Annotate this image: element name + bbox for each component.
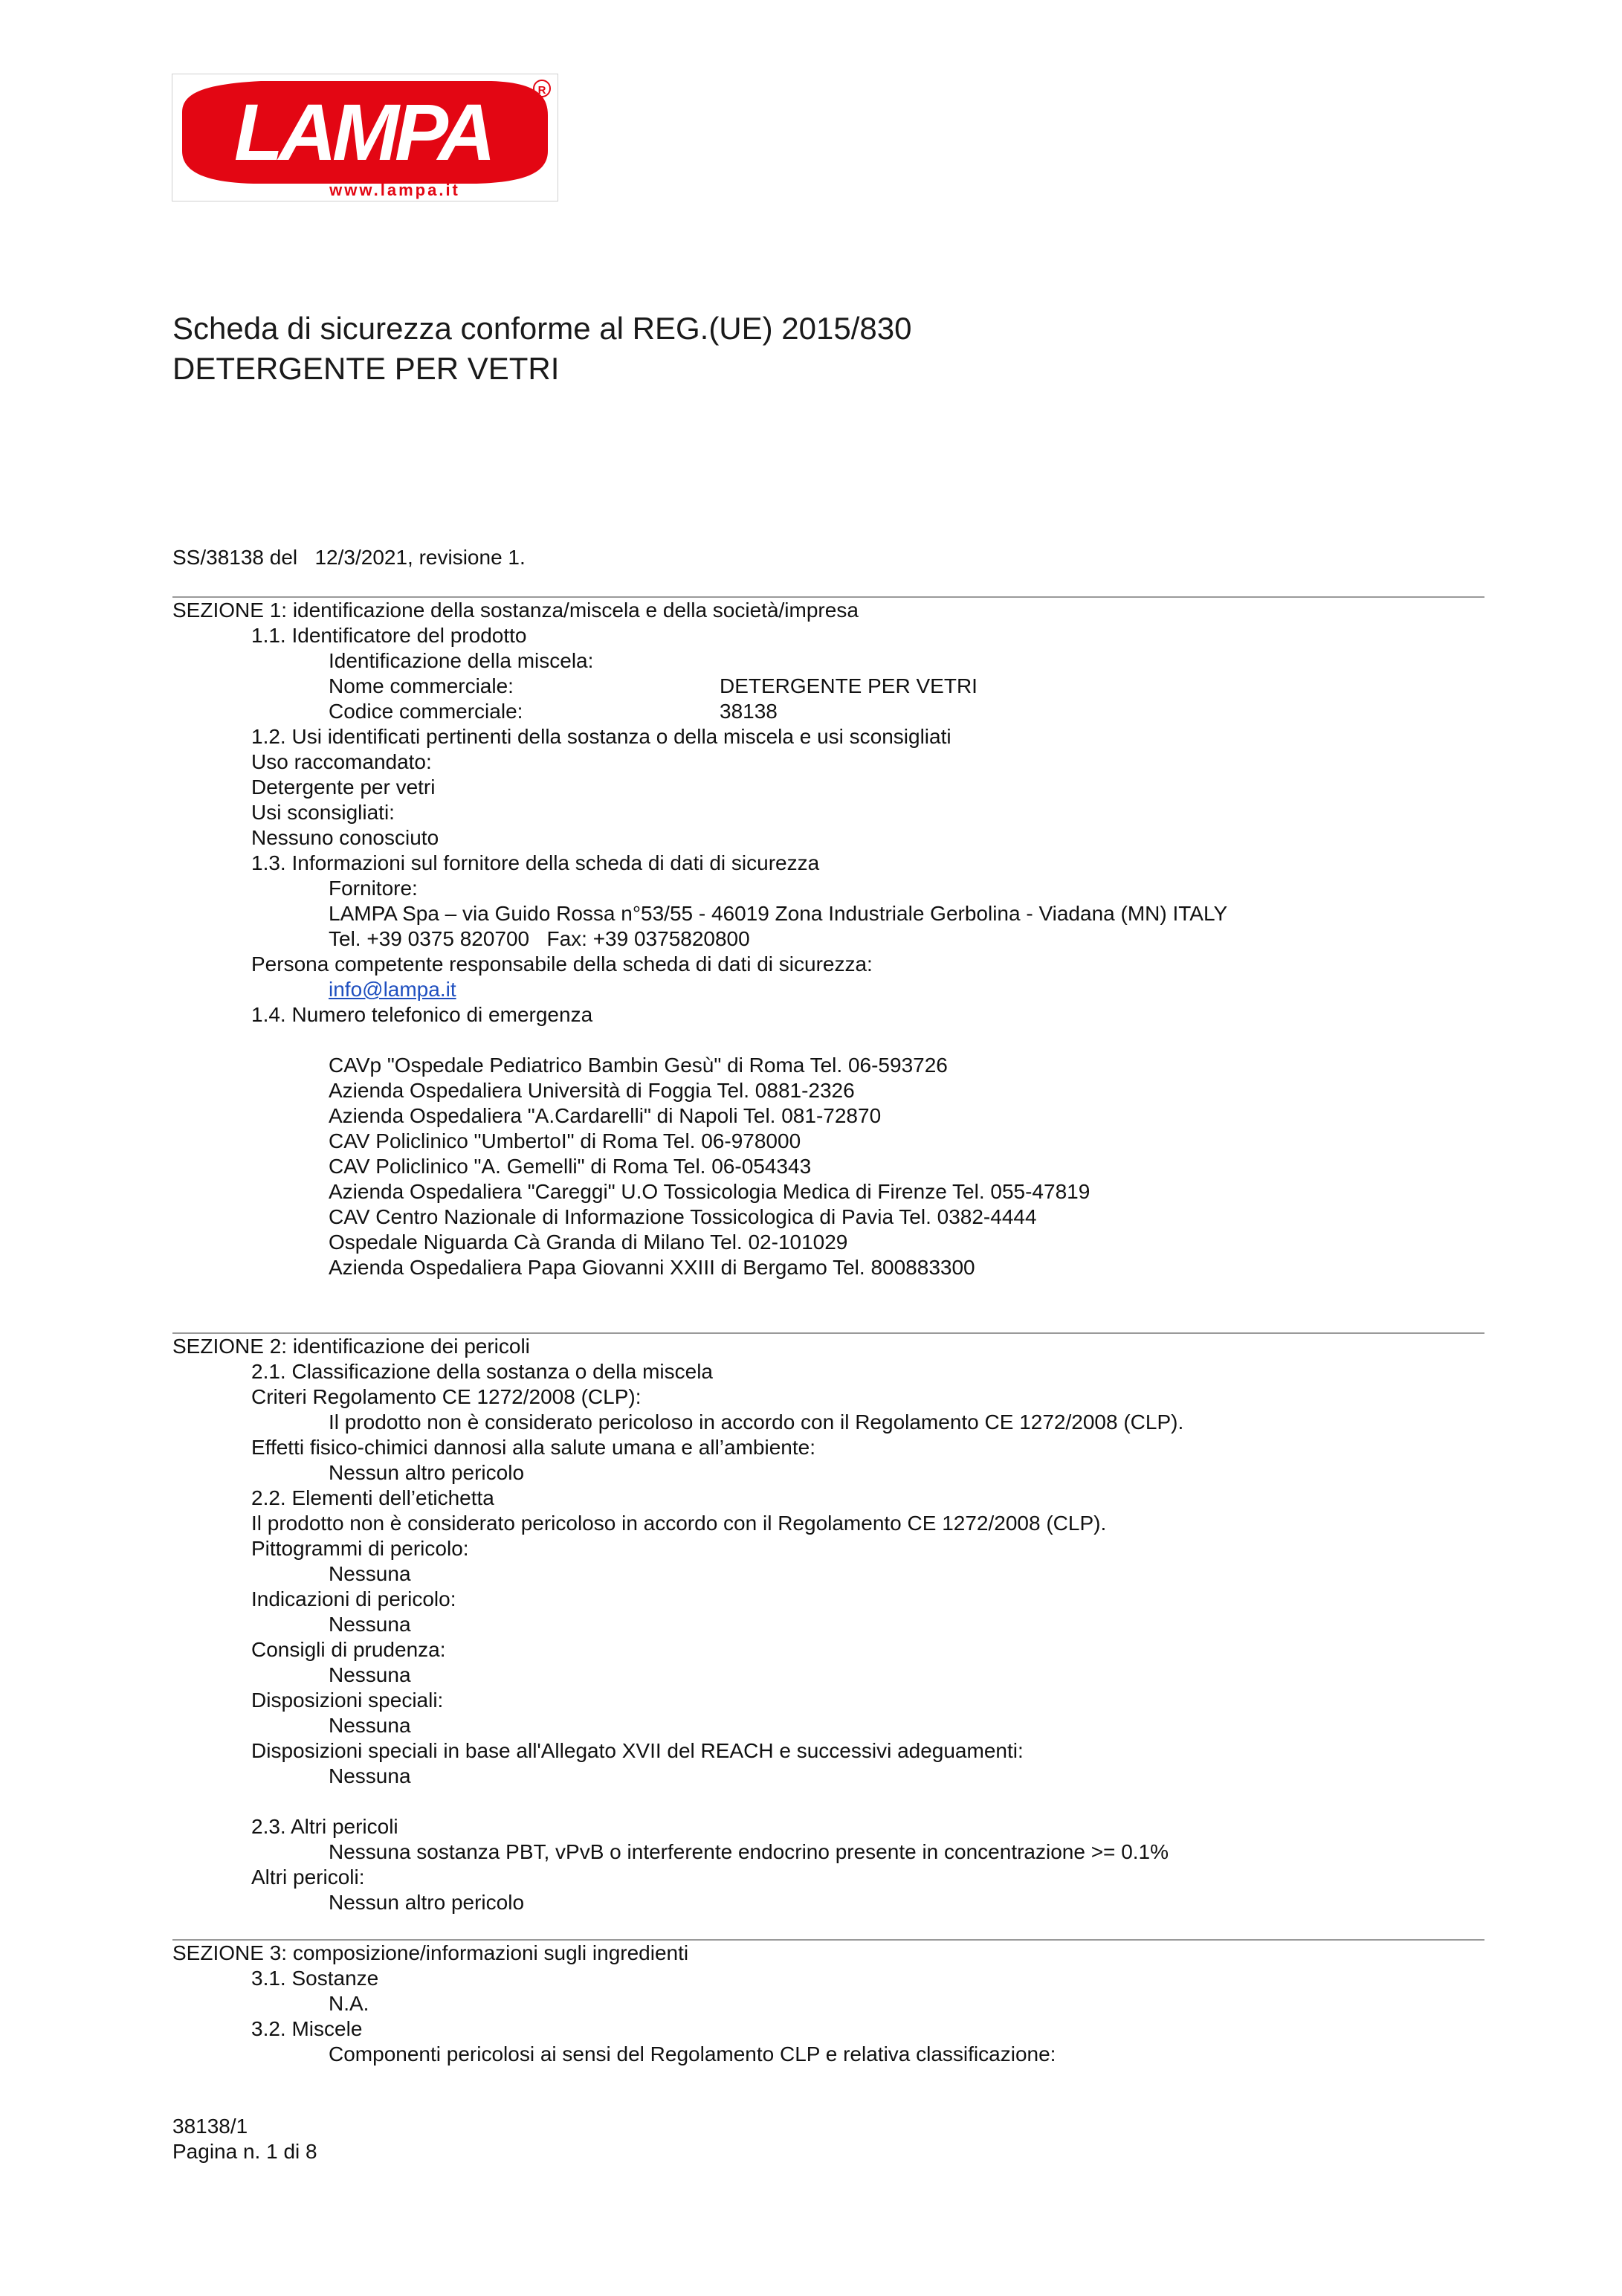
special-provisions-label: Disposizioni speciali: xyxy=(251,1689,444,1712)
clp-criteria-value: Il prodotto non è considerato pericoloso in accordo con il Regolamento CE 1272/2008 (CLP). xyxy=(329,1410,1184,1434)
other-hazards-value: Nessun altro pericolo xyxy=(329,1891,525,1914)
pbt-statement: Nessuna sostanza PBT, vPvB o interferente endocrino presente in concentrazione >= 0.1% xyxy=(329,1840,1169,1863)
precautionary-value: Nessuna xyxy=(329,1663,411,1686)
effects-value: Nessun altro pericolo xyxy=(329,1461,525,1484)
title-line-1: Scheda di sicurezza conforme al REG.(UE) 2015/830 xyxy=(172,311,912,346)
section-2 xyxy=(172,1332,1484,1939)
emergency-contact: Ospedale Niguarda Cà Granda di Milano Tel. 02-101029 xyxy=(329,1231,848,1254)
emergency-contact: Azienda Ospedaliera "Careggi" U.O Tossicologia Medica di Firenze Tel. 055-47819 xyxy=(329,1180,1091,1203)
section-1-heading: SEZIONE 1: identificazione della sostanza/miscela e della società/impresa xyxy=(172,599,859,622)
section-1 xyxy=(172,596,1484,1332)
contact-email-row xyxy=(172,977,1484,1002)
contact-email-link[interactable]: info@lampa.it xyxy=(329,978,456,1001)
subsection-2-1: 2.1. Classificazione della sostanza o della miscela xyxy=(251,1360,713,1383)
discouraged-use-value: Nessuno conosciuto xyxy=(251,826,439,849)
label-not-dangerous: Il prodotto non è considerato pericoloso in accordo con il Regolamento CE 1272/2008 (CLP). xyxy=(251,1512,1107,1535)
logo-website: www.lampa.it xyxy=(329,181,460,199)
emergency-contact: CAV Policlinico "UmbertoI" di Roma Tel. 06-978000 xyxy=(329,1129,801,1152)
clp-criteria-label: Criteri Regolamento CE 1272/2008 (CLP): xyxy=(251,1385,642,1408)
emergency-contact: Azienda Ospedaliera "A.Cardarelli" di Napoli Tel. 081-72870 xyxy=(329,1104,882,1127)
mixture-identification: Identificazione della miscela: xyxy=(329,649,594,672)
supplier-address: LAMPA Spa – via Guido Rossa n°53/55 - 46019 Zona Industriale Gerbolina - Viadana (MN) ITALY xyxy=(329,902,1228,925)
subsection-1-1: 1.1. Identificatore del prodotto xyxy=(251,624,527,647)
hazard-statements-value: Nessuna xyxy=(329,1613,411,1636)
spacer xyxy=(172,1028,1484,1053)
discouraged-use-label: Usi sconsigliati: xyxy=(251,801,395,824)
subsection-2-3: 2.3. Altri pericoli xyxy=(251,1815,398,1838)
subsection-3-2: 3.2. Miscele xyxy=(251,2017,363,2040)
pictograms-value: Nessuna xyxy=(329,1562,411,1585)
document-id: SS/38138 del 12/3/2021, revisione 1. xyxy=(172,546,526,569)
subsection-1-2: 1.2. Usi identificati pertinenti della sostanza o della miscela e usi sconsigliati xyxy=(251,725,951,748)
hazard-statements-label: Indicazioni di pericolo: xyxy=(251,1587,456,1610)
substances-value: N.A. xyxy=(329,1992,369,2015)
trade-name-row xyxy=(172,674,1484,699)
emergency-contact: Azienda Ospedaliera Università di Foggia Tel. 0881-2326 xyxy=(329,1079,855,1102)
footer-doc-code: 38138/1 xyxy=(172,2115,248,2138)
page-number: Pagina n. 1 di 8 xyxy=(172,2140,317,2163)
hazardous-components-label: Componenti pericolosi ai sensi del Regolamento CLP e relativa classificazione: xyxy=(329,2042,1056,2066)
recommended-use-value: Detergente per vetri xyxy=(251,775,436,799)
supplier-phone: Tel. +39 0375 820700 Fax: +39 0375820800 xyxy=(329,927,750,950)
title-line-2: DETERGENTE PER VETRI xyxy=(172,351,560,386)
trade-code-value: 38138 xyxy=(720,700,778,723)
spacer xyxy=(172,1789,1484,1814)
logo-wordmark: LAMPA xyxy=(234,87,491,177)
emergency-contact: CAVp "Ospedale Pediatrico Bambin Gesù" di Roma Tel. 06-593726 xyxy=(329,1054,948,1077)
effects-label: Effetti fisico-chimici dannosi alla salute umana e all’ambiente: xyxy=(251,1436,815,1459)
precautionary-label: Consigli di prudenza: xyxy=(251,1638,446,1661)
reach-provisions-value: Nessuna xyxy=(329,1764,411,1787)
emergency-contact: CAV Centro Nazionale di Informazione Tossicologica di Pavia Tel. 0382-4444 xyxy=(329,1205,1037,1228)
subsection-3-1: 3.1. Sostanze xyxy=(251,1967,379,1990)
responsible-person-label: Persona competente responsabile della scheda di dati di sicurezza: xyxy=(251,952,873,976)
section-3 xyxy=(172,1939,1484,2067)
page-footer xyxy=(172,2114,317,2164)
pictograms-label: Pittogrammi di pericolo: xyxy=(251,1537,469,1560)
supplier-label: Fornitore: xyxy=(329,877,418,900)
lampa-logo xyxy=(172,74,558,201)
trade-name-value: DETERGENTE PER VETRI xyxy=(720,674,978,697)
reach-provisions-label: Disposizioni speciali in base all'Allegato XVII del REACH e successivi adeguamenti: xyxy=(251,1739,1024,1762)
trade-code-label: Codice commerciale: xyxy=(329,700,523,723)
other-hazards-label: Altri pericoli: xyxy=(251,1866,365,1889)
registered-mark: R xyxy=(537,84,546,97)
section-3-heading: SEZIONE 3: composizione/informazioni sugli ingredienti xyxy=(172,1941,689,1964)
document-title xyxy=(172,309,912,389)
emergency-contact: CAV Policlinico "A. Gemelli" di Roma Tel. 06-054343 xyxy=(329,1155,812,1178)
trade-code-row xyxy=(172,699,1484,724)
lampa-logo-graphic xyxy=(172,74,558,201)
emergency-contact: Azienda Ospedaliera Papa Giovanni XXIII di Bergamo Tel. 800883300 xyxy=(329,1256,975,1279)
spacer xyxy=(172,1915,1484,1939)
document-body xyxy=(172,596,1484,2067)
subsection-1-4: 1.4. Numero telefonico di emergenza xyxy=(251,1003,593,1026)
special-provisions-value: Nessuna xyxy=(329,1714,411,1737)
subsection-1-3: 1.3. Informazioni sul fornitore della scheda di dati di sicurezza xyxy=(251,851,820,874)
trade-name-label: Nome commerciale: xyxy=(329,674,514,697)
emergency-contacts-list xyxy=(172,1053,1484,1280)
spacer xyxy=(172,1280,1484,1332)
subsection-2-2: 2.2. Elementi dell’etichetta xyxy=(251,1486,494,1509)
recommended-use-label: Uso raccomandato: xyxy=(251,750,432,773)
section-2-heading: SEZIONE 2: identificazione dei pericoli xyxy=(172,1335,530,1358)
